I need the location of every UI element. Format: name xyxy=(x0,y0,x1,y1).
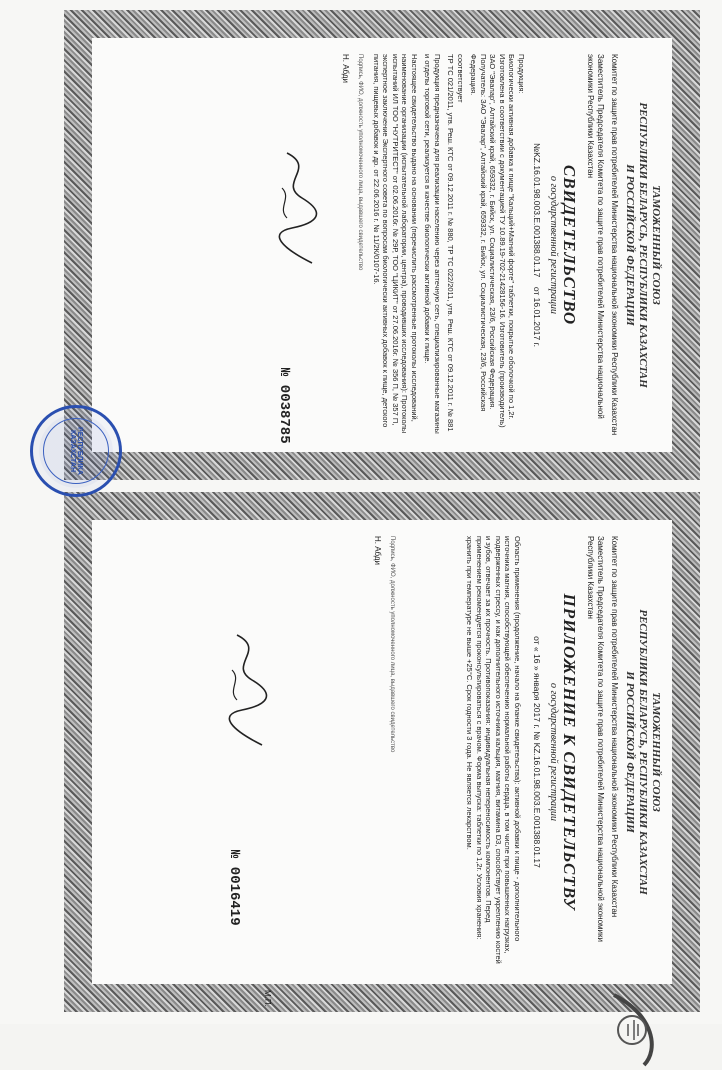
appendix-signer-title: Подпись, ФИО, должность уполномоченного лица, выдавшего свидетельство xyxy=(389,536,395,753)
stamp-text: РЕСПУБЛИКА КАЗАХСТАН xyxy=(69,427,83,475)
appendix-customs-union-logo xyxy=(604,990,664,1070)
customs-union-header xyxy=(623,54,662,436)
certificate-title: СВИДЕТЕЛЬСТВО xyxy=(560,164,579,326)
blue-official-stamp xyxy=(30,405,122,497)
scope-text: Продукция предназначена для реализации населению через аптечную сеть, специализированные магазины и отделы торговой сети, реализуется в качестве биологически активной добавки к пище. xyxy=(423,54,442,434)
signature-image xyxy=(272,148,322,268)
appendix-subtitle: о государственной регистрации xyxy=(548,682,559,822)
certificate-subtitle: о государственной регистрации xyxy=(548,175,559,315)
appendix-date-prefix: от « xyxy=(532,636,542,652)
union-countries-1: РЕСПУБЛИКИ БЕЛАРУСЬ, РЕСПУБЛИКИ КАЗАХСТАН xyxy=(637,102,649,388)
appendix-body-text: Область применения (продолжение, начало на бланке свидетельства): активной добавки к пище - дополнительного источника магния, способствующей обеспечению нормальной работы сердца, в том числе при повышенных нагрузках, подверженных стрессу, и как дополнительного источника кальция, магния, витамина D3, способствует укреплению костей и зубов, отвечает за их прочность. Противопоказания: индивидуальная непереносимость компонентов. Перед применением рекомендуется проконсультироваться с врачом. Форма выпуска: таблетки по 1,2г. Условия хранения: хранить при температуре не выше +25°С. Срок годности 3 года. Не является лекарством. xyxy=(465,536,522,964)
appendix-agency-line-2: Заместитель Председателя Комитета по защите прав потребителей Министерства национальной экономики Республики Казахстан xyxy=(586,536,605,942)
product-text: Биологически активная добавка к пище "Кальций+Магний форте" таблетки, покрытые оболочкой по 1,2г. Изготовлена в соответствии с документацией ТУ 10.89.19-702-21428156-16. Изготовитель (производитель) ЗАО "Эвалар", Алтайский край, 659332, г. Бийск, ул. Социалистическая, 23/6, Российская Федерация. Получатель: ЗАО "Эвалар", Алтайский край, 659332, г. Бийск, ул. Социалистическая, 23/6, Российская Федерация. xyxy=(469,54,517,428)
serial-number: № 0038785 xyxy=(276,368,292,444)
signer-title: Подпись, ФИО, должность уполномоченного лица, выдавшего свидетельство xyxy=(357,54,364,271)
product-section xyxy=(372,54,527,436)
appendix-union-countries-2: И РОССИЙСКОЙ ФЕДЕРАЦИИ xyxy=(624,671,636,833)
appendix-frame xyxy=(64,492,700,1012)
appendix-content xyxy=(92,520,672,1007)
certificate-content xyxy=(92,38,672,452)
union-countries-2: И РОССИЙСКОЙ ФЕДЕРАЦИИ xyxy=(624,164,636,326)
appendix-month: января xyxy=(532,672,542,701)
conforms-label: соответствует xyxy=(456,54,465,103)
appendix-title: ПРИЛОЖЕНИЕ К СВИДЕТЕЛЬСТВУ xyxy=(560,593,579,911)
agency-line-1: Комитет по защите прав потребителей Министерства национальной экономики Республики Казахстан xyxy=(610,54,619,436)
appendix-seal-place-label: М.П. xyxy=(263,990,272,1007)
registration-number-line xyxy=(532,54,542,436)
appendix-signature-image xyxy=(222,630,272,750)
agency-line-2: Заместитель Председателя Комитета по защите прав потребителей Министерства национальной экономики Республики Казахстан xyxy=(586,54,605,419)
certificate-frame xyxy=(64,10,700,480)
appendix-agency-line-1: Комитет по защите прав потребителей Министерства национальной экономики Республики Казахстан xyxy=(610,536,619,918)
appendix-day: 16 xyxy=(532,654,542,664)
appendix-union-countries-1: РЕСПУБЛИКИ БЕЛАРУСЬ, РЕСПУБЛИКИ КАЗАХСТАН xyxy=(637,609,649,895)
appendix-union-header xyxy=(623,536,662,968)
appendix-serial-number: № 0016419 xyxy=(226,850,242,926)
appendix-year: 2017 xyxy=(532,703,542,722)
appendix-union-title: ТАМОЖЕННЫЙ СОЮЗ xyxy=(650,692,662,812)
conforms-text: ТР ТС 021/2011, утв. Реш. КТС от 09.12.2011 г. № 880, ТР ТС 022/2011, утв. Реш. КТС от 09.12.2011 г. № 881 xyxy=(446,54,456,432)
appendix-registration-line: от « 16 » января 2017 г. № KZ.16.01.98.003.E.001388.01.17 xyxy=(532,636,542,868)
registration-date: от 16.01.2017 г. xyxy=(532,286,542,347)
union-title: ТАМОЖЕННЫЙ СОЮЗ xyxy=(650,185,662,305)
product-label: Продукция: xyxy=(517,54,526,94)
registration-number: №KZ.16.01.98.003.E.001388.01.17 xyxy=(532,143,542,278)
signer-name: Н. Абди xyxy=(341,54,351,83)
appendix-reg-number: KZ.16.01.98.003.E.001388.01.17 xyxy=(532,742,542,868)
appendix-signer-name: Н. Абди xyxy=(373,536,382,565)
basis-text: Настоящее свидетельство выдано на основании (перечислить рассмотренные протоколы исследований, наименование организации (испытательной лаборатории, центра), проводивших исследования): Протоколы испытаний ИЛ ТОО "НУТРИТЕСТ" от 02.06.2016г. № 29Р, ТОО "ЦИКИТ" от 27.06.2016г. № 356 П, № 357 П, экспертное заключение Экспертного совета по вопросам биологически активных добавок к пище, детского питания, пищевых добавок и др. от 22.06.2016 г. № 11/2К/0107-16. xyxy=(372,54,419,434)
